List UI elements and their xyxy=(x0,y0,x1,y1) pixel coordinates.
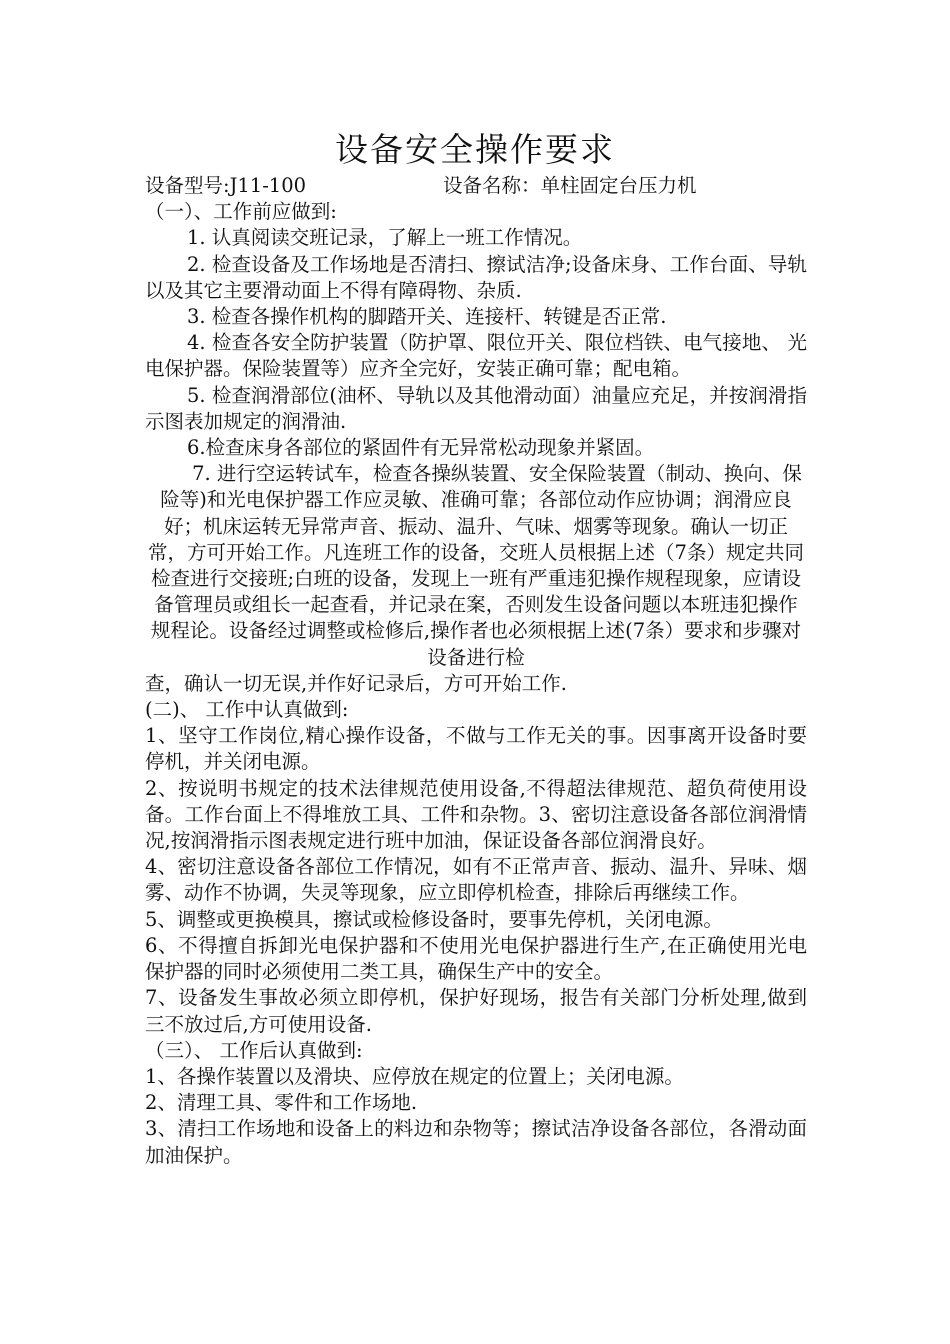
section-heading-after-work: （三）、 工作后认真做到: xyxy=(145,1038,363,1062)
document-body xyxy=(145,173,807,1169)
equipment-info-row xyxy=(145,173,807,199)
before-work-item-1: 1. 认真阅读交班记录，了解上一班工作情况。 xyxy=(187,226,583,250)
section-heading-during-work: (二)、 工作中认真做到: xyxy=(145,698,349,722)
before-work-item-5: 5. 检查润滑部位(油杯、导轨以及其他滑动面）油量应充足，并按润滑指示图表加规定的润滑油. xyxy=(145,383,807,433)
equipment-name: 设备名称：单柱固定台压力机 xyxy=(443,174,697,197)
before-work-item-6: 6.检查床身各部位的紧固件有无异常松动现象并紧固。 xyxy=(187,436,655,460)
after-work-item-2: 2、清理工具、零件和工作场地. xyxy=(145,1091,418,1115)
during-work-item-6: 6、不得擅自拆卸光电保护器和不使用光电保护器进行生产,在正确使用光电保护器的同时必须使用二类工具，确保生产中的安全。 xyxy=(145,933,807,984)
document-title: 设备安全操作要求 xyxy=(335,130,615,169)
before-work-item-4: 4. 检查各安全防护装置（防护罩、限位开关、限位档铁、电气接地、 光电保护器。保险装置等）应齐全完好，安装正确可靠；配电箱。 xyxy=(145,331,807,381)
section-heading-before-work: （一）、工作前应做到: xyxy=(145,200,337,224)
after-work-item-3: 3、清扫工作场地和设备上的料边和杂物等；擦试洁净设备各部位，各滑动面加油保护。 xyxy=(145,1117,807,1167)
during-work-item-4: 4、密切注意设备各部位工作情况，如有不正常声音、振动、温升、异味、烟雾、动作不协调，失灵等现象，应立即停机检查，排除后再继续工作。 xyxy=(145,855,807,905)
before-work-item-7: 7. 进行空运转试车，检查各操纵装置、安全保险装置（制动、换向、保险等)和光电保护器工作应灵敏、准确可靠；各部位动作应协调；润滑应良好；机床运转无异常声音、振动、温升、气味、烟雾等现象。确认一切正常，方可开始工作。凡连班工作的设备，交班人员根据上述（7条）规定共同检查进行交接班;白班的设备，发现上一班有严重违犯操作规程现象，应请设备管理员或组长一起查看，并记录在案，否则发生设备问题以本班违犯操作规程论。设备经过调整或检修后,操作者也必须根据上述(7条）要求和步骤对设备进行检 xyxy=(148,462,804,669)
during-work-item-7: 7、设备发生事故必须立即停机，保护好现场，报告有关部门分析处理,做到三不放过后,方可使用设备. xyxy=(145,986,807,1036)
before-work-item-7-continued: 查，确认一切无误,并作好记录后，方可开始工作. xyxy=(145,671,567,695)
during-work-item-5: 5、调整或更换模具，擦试或检修设备时，要事先停机，关闭电源。 xyxy=(145,907,723,931)
before-work-item-3: 3. 检查各操作机构的脚踏开关、连接杆、转键是否正常. xyxy=(187,305,667,329)
after-work-item-1: 1、各操作装置以及滑块、应停放在规定的位置上；关闭电源。 xyxy=(145,1064,684,1088)
during-work-item-1: 1、坚守工作岗位,精心操作设备，不做与工作无关的事。因事离开设备时要停机，并关闭电源。 xyxy=(145,724,807,774)
equipment-model: 设备型号:J11-100 xyxy=(145,174,307,197)
during-work-item-2: 2、按说明书规定的技术法律规范使用设备,不得超法律规范、超负荷使用设备。工作台面上不得堆放工具、工件和杂物。3、密切注意设备各部位润滑情况,按润滑指示图表规定进行班中加油，保证设备各部位润滑良好。 xyxy=(145,776,807,853)
before-work-item-2: 2. 检查设备及工作场地是否清扫、擦试洁净;设备床身、工作台面、导轨以及其它主要滑动面上不得有障碍物、杂质. xyxy=(145,252,807,302)
